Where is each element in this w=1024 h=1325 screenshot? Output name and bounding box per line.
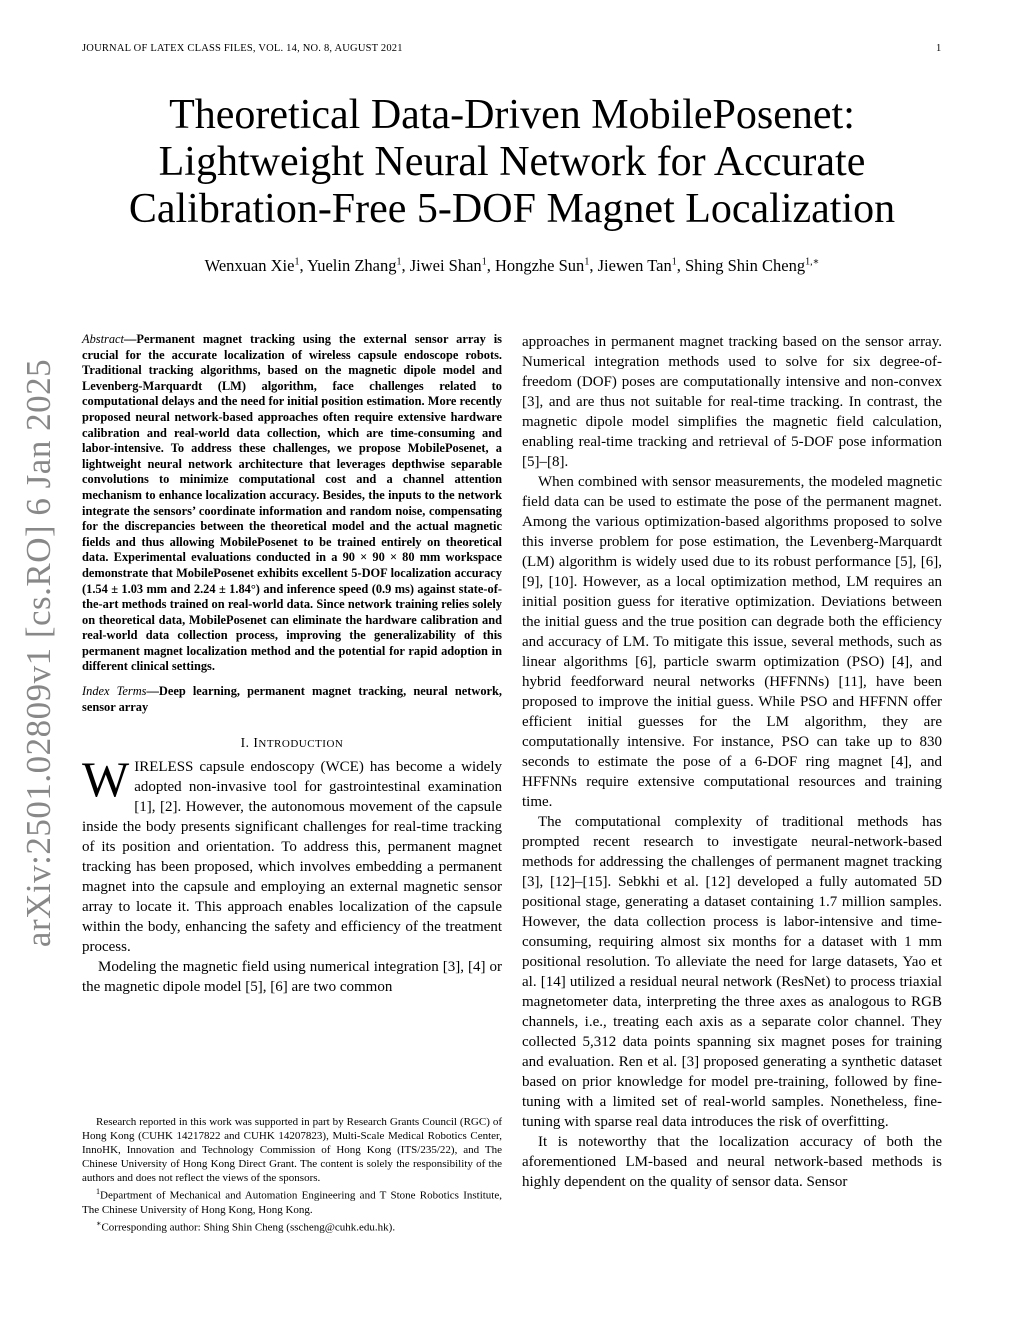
author-affiliation-mark: 1,∗ — [805, 256, 820, 268]
section-number: I. — [240, 735, 250, 751]
paper-title — [82, 92, 942, 233]
author-name: Jiwei Shan — [409, 256, 482, 275]
abstract — [82, 332, 502, 675]
index-terms-text: —Deep learning, permanent magnet tracking, neural network, sensor array — [82, 684, 502, 714]
section-title-rest: NTRODUCTION — [258, 738, 344, 751]
index-terms — [82, 684, 502, 715]
author-name: Shing Shin Cheng — [684, 256, 806, 275]
abstract-text: —Permanent magnet tracking using the external sensor array is crucial for the accurate localization of wireless capsule endoscope robots. Traditional tracking algorithms, based on the magnetic dipole model and Levenberg-Marquardt (LM) algorithm, face challenges related to computational delays and the need for initial position estimation. More recently proposed neural network-based approaches often require extensive hardware calibration and real-world data collection, which are time-consuming and labor-intensive. To address these challenges, we propose MobilePosenet, a lightweight neural network architecture that leverages depthwise separable convolutions to minimize computational cost and a channel attention mechanism to enhance localization accuracy. Besides, the inputs to the network integrate the sensors’ coordinate information and random noise, compensating for the discrepancies between the theoretical model and the actual magnetic fields and thus allowing MobilePosenet to be trained entirely on theoretical data. Experimental evaluations conducted in a 90 × 90 × 80 mm workspace demonstrate that MobilePosenet exhibits excellent 5-DOF localization accuracy (1.54 ± 1.03 mm and 2.24 ± 1.84°) and inference speed (0.9 ms) against state-of-the-art methods trained on real-world data. Since network training relies solely on theoretical data, MobilePosenet can eliminate the hardware calibration and real-world data collection process, improving the generalizability of this permanent magnet localization method and the potential for rapid adoption in different clinical settings. — [82, 332, 502, 674]
arxiv-stamp-container — [10, 358, 68, 947]
intro-paragraph-1 — [82, 751, 502, 957]
author-affiliation-mark: 1 — [671, 256, 677, 268]
affiliation-footnote-text: Department of Mechanical and Automation Engineering and T Stone Robotics Institute, The Chinese University of Hong Kong, Hong Kong. — [82, 1189, 502, 1216]
drop-cap: W — [82, 751, 130, 808]
intro-paragraph-1-text: IRELESS capsule endoscopy (WCE) has become a widely adopted non-invasive tool for gastrointestinal examination [1], [2]. However, the autonomous movement of the capsule inside the body presents significant challenges for real-time tracking of its position and orientation. To address this, permanent magnet tracking has been proposed, which involves embedding a permanent magnet into the capsule and employing an external magnetic sensor array to locate it. This approach enables localization of the capsule within the body, enhancing the safety and efficiency of the treatment process. — [82, 759, 502, 956]
arxiv-stamp[interactable]: arXiv:2501.02809v1 [cs.RO] 6 Jan 2025 — [19, 358, 58, 947]
affiliation-footnote-mark: 1 — [96, 1187, 100, 1196]
footnotes — [82, 1115, 502, 1234]
author-name: Jiewen Tan — [597, 256, 672, 275]
affiliation-footnote — [82, 1185, 502, 1217]
funding-footnote: Research reported in this work was supported in part by Research Grants Council (RGC) of Hong Kong (CUHK 14217822 and CUHK 14207823), Multi-Scale Medical Robotics Center, InnoHK, Innovation and Technology Commission of Hong Kong (ITS/235/22), and The Chinese University of Hong Kong Direct Grant. The content is solely the responsibility of the authors and does not reflect the views of the sponsors. — [82, 1116, 502, 1184]
title-line-1: Theoretical Data-Driven MobilePosenet: — [169, 92, 855, 138]
corresponding-footnote — [82, 1217, 502, 1235]
intro-paragraph-6: It is noteworthy that the localization accuracy of both the aforementioned LM-based and neural network-based methods is highly dependent on the quality of sensor data. Sensor — [522, 1134, 942, 1190]
title-line-2: Lightweight Neural Network for Accurate — [158, 139, 866, 185]
running-header: JOURNAL OF LATEX CLASS FILES, VOL. 14, NO. 8, AUGUST 2021 — [82, 43, 403, 54]
index-terms-label: Index Terms — [82, 684, 147, 699]
intro-paragraph-3: approaches in permanent magnet tracking based on the sensor array. Numerical integration methods used to solve for six degree-of-freedom (DOF) poses are computationally intensive and non-convex [3], and are thus not suitable for real-time tracking. In contrast, the magnetic dipole model simplifies the magnetic field calculation, enabling real-time tracking and retrieval of 5-DOF pose information [5]–[8]. — [522, 334, 942, 470]
right-column — [522, 332, 942, 1192]
author-list: Wenxuan Xie$^1$, Yuelin Zhang$^1$, Jiwei Shan$^1$, Hongzhe Sun$^1$, Jiewen Tan$^1$, Shing Shin Cheng$^{1,∗}$ — [204, 256, 820, 275]
author-affiliation-mark: 1 — [396, 256, 402, 268]
section-heading-introduction — [82, 735, 502, 751]
corresponding-footnote-text: Corresponding author: Shing Shin Cheng (sscheng@cuhk.edu.hk). — [101, 1221, 396, 1234]
author-name: Hongzhe Sun — [494, 256, 585, 275]
page-number: 1 — [936, 43, 942, 54]
corresponding-footnote-mark: ∗ — [96, 1218, 102, 1228]
intro-paragraph-5: The computational complexity of traditional methods has prompted recent research to investigate neural-network-based methods for addressing the challenges of permanent magnet tracking [3], [12]–[15]. Sebkhi et al. [12] developed a fully automated 5D positional stage, generating a dataset containing 1.7 million samples. However, the data collection process is labor-intensive and time-consuming, requiring almost six months for a dataset with 1 mm positional resolution. To alleviate the need for large datasets, Yao et al. [14] utilized a residual neural network (ResNet) to process triaxial magnetometer data, interpreting the three axes as analogous to RGB channels, i.e., treating each axis as a separate color channel. They collected 5,312 data points spanning six magnet poses for training and evaluation. Ren et al. [3] proposed generating a synthetic dataset based on prior knowledge for model pre-training, followed by fine-tuning with a limited set of real-world samples. Nonetheless, fine-tuning with sparse real data introduces the risk of overfitting. — [522, 814, 942, 1130]
intro-paragraph-4: When combined with sensor measurements, the modeled magnetic field data can be used to estimate the pose of the permanent magnet. Among the various optimization-based algorithms proposed to solve this inverse problem for pose estimation, the Levenberg-Marquardt (LM) algorithm is widely used due to its robust performance [5], [6], [9], [10]. However, as a local optimization method, LM requires an initial position guess for iterative optimization. Deviations between the initial guess and the true position can degrade both the efficiency and accuracy of LM. To mitigate this issue, several methods, such as linear algorithms [6], particle swarm optimization (PSO) [4], and hybrid feedforward neural networks (HFFNNs) [11], have been proposed to improve the initial guess. While PSO and HFFNN offer efficient initial guesses for the LM algorithm, they are computationally intensive. For instance, PSO can take up to 830 seconds to estimate the pose of a 6-DOF ring magnet [4], and HFFNNs require extensive computational resources and training time. — [522, 474, 942, 810]
abstract-label: Abstract — [82, 332, 124, 346]
author-name: Wenxuan Xie — [204, 256, 295, 275]
author-name: Yuelin Zhang — [307, 256, 397, 275]
intro-paragraph-2: Modeling the magnetic field using numerical integration [3], [4] or the magnetic dipole model [5], [6] are two common — [82, 959, 502, 996]
author-affiliation-mark: 1 — [294, 256, 300, 268]
author-affiliation-mark: 1 — [481, 256, 487, 268]
section-title-initial: I — [253, 735, 259, 751]
title-line-3: Calibration-Free 5-DOF Magnet Localization — [128, 186, 896, 232]
left-column — [82, 332, 502, 997]
author-affiliation-mark: 1 — [584, 256, 590, 268]
